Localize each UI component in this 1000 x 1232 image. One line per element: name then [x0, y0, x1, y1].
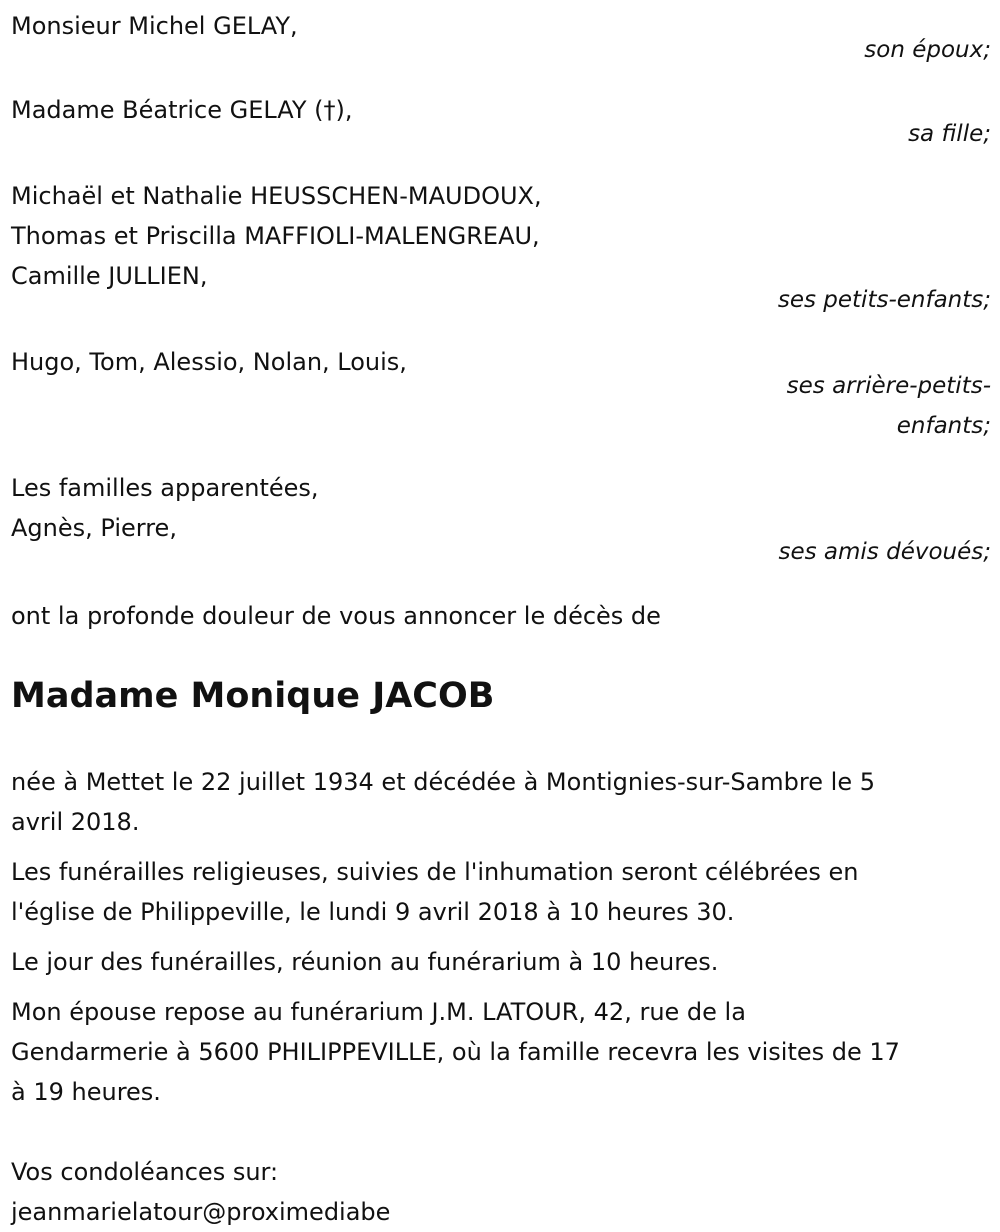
- family-member-name: Camille JULLIEN,: [11, 262, 208, 290]
- family-member-name: Agnès, Pierre,: [11, 514, 177, 542]
- family-role: ses petits-enfants;: [777, 287, 991, 313]
- visiting-paragraph: [11, 992, 991, 1112]
- deceased-name: Madame Monique JACOB: [11, 676, 495, 716]
- paragraph-line: Le jour des funérailles, réunion au funérarium à 10 heures.: [11, 948, 719, 976]
- family-member-name: Les familles apparentées,: [11, 474, 319, 502]
- family-member-name: Monsieur Michel GELAY,: [11, 12, 298, 40]
- paragraph-line: l'église de Philippeville, le lundi 9 avril 2018 à 10 heures 30.: [11, 898, 735, 926]
- funeral-paragraph: [11, 852, 991, 932]
- family-group-spouse: [11, 0, 991, 70]
- family-role: sa fille;: [908, 121, 991, 147]
- family-role: son époux;: [864, 37, 991, 63]
- family-group-daughter: [11, 90, 991, 154]
- family-role: ses arrière-petits-: [786, 373, 991, 399]
- family-member-name: Thomas et Priscilla MAFFIOLI-MALENGREAU,: [11, 222, 540, 250]
- paragraph-line: à 19 heures.: [11, 1078, 161, 1106]
- paragraph-line: née à Mettet le 22 juillet 1934 et décédée à Montignies-sur-Sambre le 5: [11, 768, 875, 796]
- paragraph-line: avril 2018.: [11, 808, 140, 836]
- condolences-email: jeanmarielatour@proximediabe: [11, 1198, 391, 1226]
- family-member-name: Michaël et Nathalie HEUSSCHEN-MAUDOUX,: [11, 182, 542, 210]
- paragraph-line: Gendarmerie à 5600 PHILIPPEVILLE, où la famille recevra les visites de 17: [11, 1038, 900, 1066]
- family-group-friends: [11, 468, 991, 572]
- family-member-name: Hugo, Tom, Alessio, Nolan, Louis,: [11, 348, 407, 376]
- meeting-paragraph: [11, 942, 991, 982]
- family-role-continued: enfants;: [896, 413, 991, 439]
- condolences-section: [11, 1152, 991, 1232]
- announcement-text: ont la profonde douleur de vous annoncer le décès de: [11, 602, 661, 630]
- birth-death-paragraph: [11, 762, 991, 842]
- family-role: ses amis dévoués;: [778, 539, 991, 565]
- family-member-name: Madame Béatrice GELAY (†),: [11, 96, 353, 124]
- obituary-notice: [11, 0, 991, 1232]
- condolences-label: Vos condoléances sur:: [11, 1158, 279, 1186]
- paragraph-line: Les funérailles religieuses, suivies de l'inhumation seront célébrées en: [11, 858, 859, 886]
- paragraph-line: Mon épouse repose au funérarium J.M. LATOUR, 42, rue de la: [11, 998, 746, 1026]
- family-group-great-grandchildren: [11, 342, 991, 446]
- family-group-grandchildren: [11, 176, 991, 320]
